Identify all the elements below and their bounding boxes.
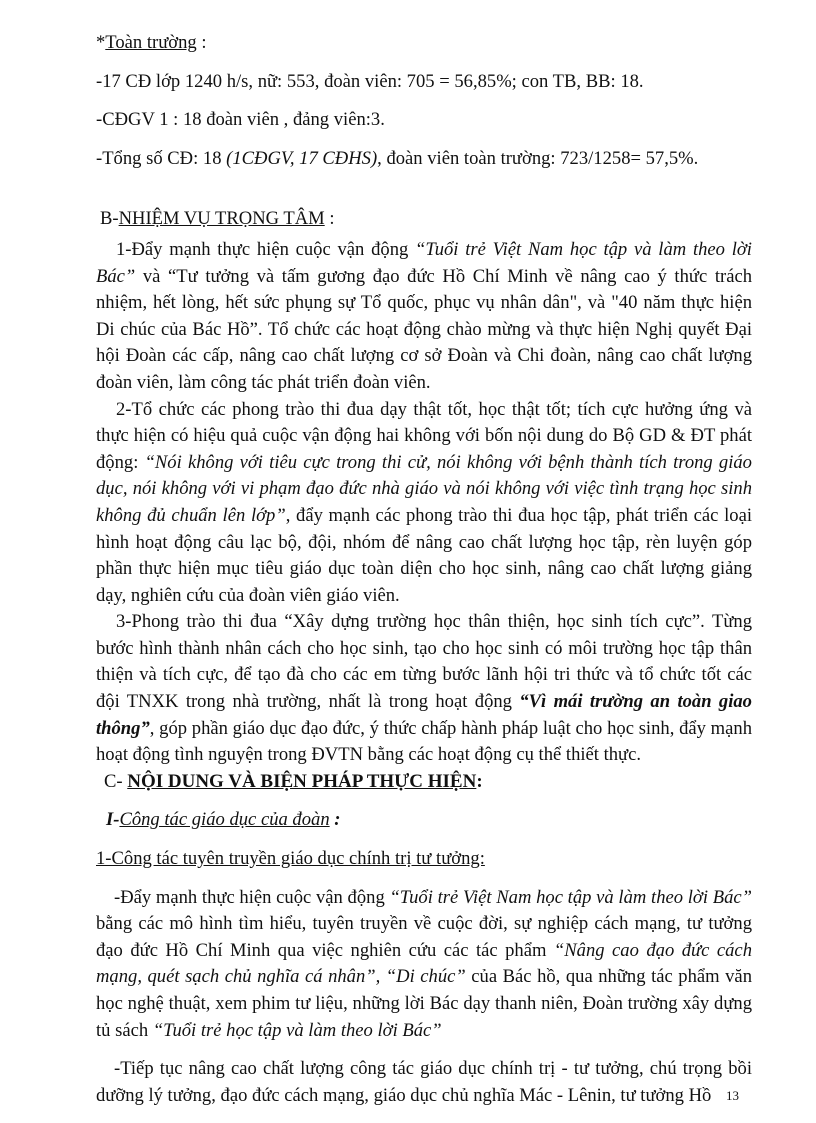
school-stat-line-1: -17 CĐ lớp 1240 h/s, nữ: 553, đoàn viên: 705 = 56,85%; con TB, BB: 18.: [96, 70, 644, 92]
subsection-1-colon: :: [329, 809, 341, 831]
section-c-title: NỘI DUNG VÀ BIỆN PHÁP THỰC HIỆN: [127, 770, 477, 792]
school-stat-line-2: -CĐGV 1 : 18 đoàn viên , đảng viên:3.: [96, 109, 385, 131]
p2-part-c: , đẩy mạnh các phong trào thi đua học tập, phát triển các loại hình hoạt động câu lạc bộ, đội, nhóm để nâng cao chất lượng học tập, rèn luyện góp phần thực hiện mục tiêu giáo dục toàn diện cho học sinh, nâng cao chất lượng giảng dạy, nghiên cứu của đoàn viên giáo viên.: [96, 504, 753, 606]
subsection-1-heading: [96, 807, 752, 834]
item-1-text: 1-Công tác tuyên truyền giáo dục chính trị tư tưởng:: [96, 848, 485, 870]
p2-part-a: 2-Tổ chức các phong trào thi đua dạy thật tốt, học thật tốt; tích cực hưởng ứng và thực hiện có hiệu quả cuộc vận động hai không với bốn nội dung do Bộ GD & ĐT phát động:: [96, 398, 752, 473]
q1-part-f: “Tuổi trẻ học tập và làm theo lời Bác”: [152, 1019, 442, 1041]
heading-colon: :: [196, 32, 207, 53]
section-b-colon: :: [324, 208, 335, 230]
p2-part-b: “Nói không với tiêu cực trong thi cử, nói không với bệnh thành tích trong giáo dục, nói không với vi phạm đạo đức nhà giáo và nói không với việc tình trạng học sinh không đủ chuẩn lên lớp”: [96, 451, 752, 526]
item-1-heading: [96, 846, 752, 873]
q1-part-b: “Tuổi trẻ Việt Nam học tập và làm theo lời Bác”: [389, 886, 752, 908]
p1-part-c: và “Tư tưởng và tấm gương đạo đức Hồ Chí Minh về nâng cao ý thức trách nhiệm, hết lòng, hết sức phụng sự Tổ quốc, phục vụ nhân dân", và "40 năm thực hiện Di chúc của Bác Hồ”. Tổ chức các hoạt động chào mừng và thực hiện Nghị quyết Đại hội Đoàn các cấp, nâng cao chất lượng cơ sở Đoàn và Chi đoàn, nâng cao chất lượng đoàn viên, làm công tác phát triển đoàn viên.: [96, 265, 752, 393]
p3-part-a: 3-Phong trào thi đua “Xây dựng trường học thân thiện, học sinh tích cực”. Từng bước hình thành nhân cách cho học sinh, tạo cho học sinh có môi trường học tập thân thiện và tích cực, để tạo đà cho các em từng bước lãnh hội tri thức và tổ chức tốt các đội TNXK trong nhà trường, nhất là trong hoạt động: [96, 611, 752, 713]
subsection-1-prefix: I-: [106, 809, 120, 831]
p1-part-a: 1-Đẩy mạnh thực hiện cuộc vận động: [116, 238, 416, 260]
stat-3-part-a: -Tổng số CĐ: 18: [96, 147, 227, 169]
section-b-paragraph-2: [96, 397, 752, 610]
p3-part-c: , góp phần giáo dục đạo đức, ý thức chấp hành pháp luật cho học sinh, đẩy mạnh hoạt động tình nguyện trong ĐVTN bằng các hoạt động cụ thể thiết thực.: [96, 717, 752, 766]
stat-3-part-b: (1CĐGV, 17 CĐHS): [226, 147, 378, 169]
q1-part-a: -Đẩy mạnh thực hiện cuộc vận động: [114, 886, 390, 908]
item-1-paragraph-1: [96, 885, 752, 1045]
school-stat-line-3: [96, 146, 752, 173]
section-b-prefix: B-: [100, 208, 119, 230]
section-b-paragraph-1: [96, 237, 752, 397]
q1-part-e: của Bác hồ, qua những tác phẩm văn học nghệ thuật, xem phim tư liệu, những lời Bác dạy thanh niên, Đoàn trường xây dựng tủ sách: [96, 966, 752, 1041]
section-b-paragraph-3: [96, 609, 752, 769]
section-b-title: NHIỆM VỤ TRỌNG TÂM: [118, 208, 325, 230]
page-number: 13: [726, 1088, 739, 1103]
q1-part-c: bằng các mô hình tìm hiểu, tuyên truyền về cuộc đời, sự nghiệp cách mạng, tư tưởng đạo đức Hồ Chí Minh qua việc nghiên cứu các tác phẩm: [96, 913, 752, 961]
section-c-prefix: C-: [104, 770, 128, 792]
p3-part-b: “Vì mái trường an toàn giao thông”: [96, 691, 752, 739]
subsection-1-title: Công tác giáo dục của đoàn: [119, 809, 330, 831]
document-page: [96, 30, 752, 1109]
school-heading-text: Toàn trường: [105, 32, 197, 53]
section-c-heading: [96, 769, 752, 796]
q1-part-d: “Nâng cao đạo đức cách mạng, quét sạch chủ nghĩa cá nhân”, “Di chúc”: [96, 939, 752, 988]
item-1-paragraph-2: -Tiếp tục nâng cao chất lượng công tác giáo dục chính trị - tư tưởng, chú trọng bồi dưỡng lý tưởng, đạo đức cách mạng, giáo dục chủ nghĩa Mác - Lênin, tư tưởng Hồ: [96, 1058, 752, 1106]
section-c-colon: :: [476, 770, 483, 792]
heading-star: *: [96, 32, 106, 53]
stat-3-part-c: , đoàn viên toàn trường: 723/1258= 57,5%.: [377, 147, 699, 169]
school-heading: [96, 30, 752, 57]
section-b-heading: [96, 206, 752, 233]
p1-part-b: “Tuổi trẻ Việt Nam học tập và làm theo lời Bác”: [96, 238, 752, 287]
